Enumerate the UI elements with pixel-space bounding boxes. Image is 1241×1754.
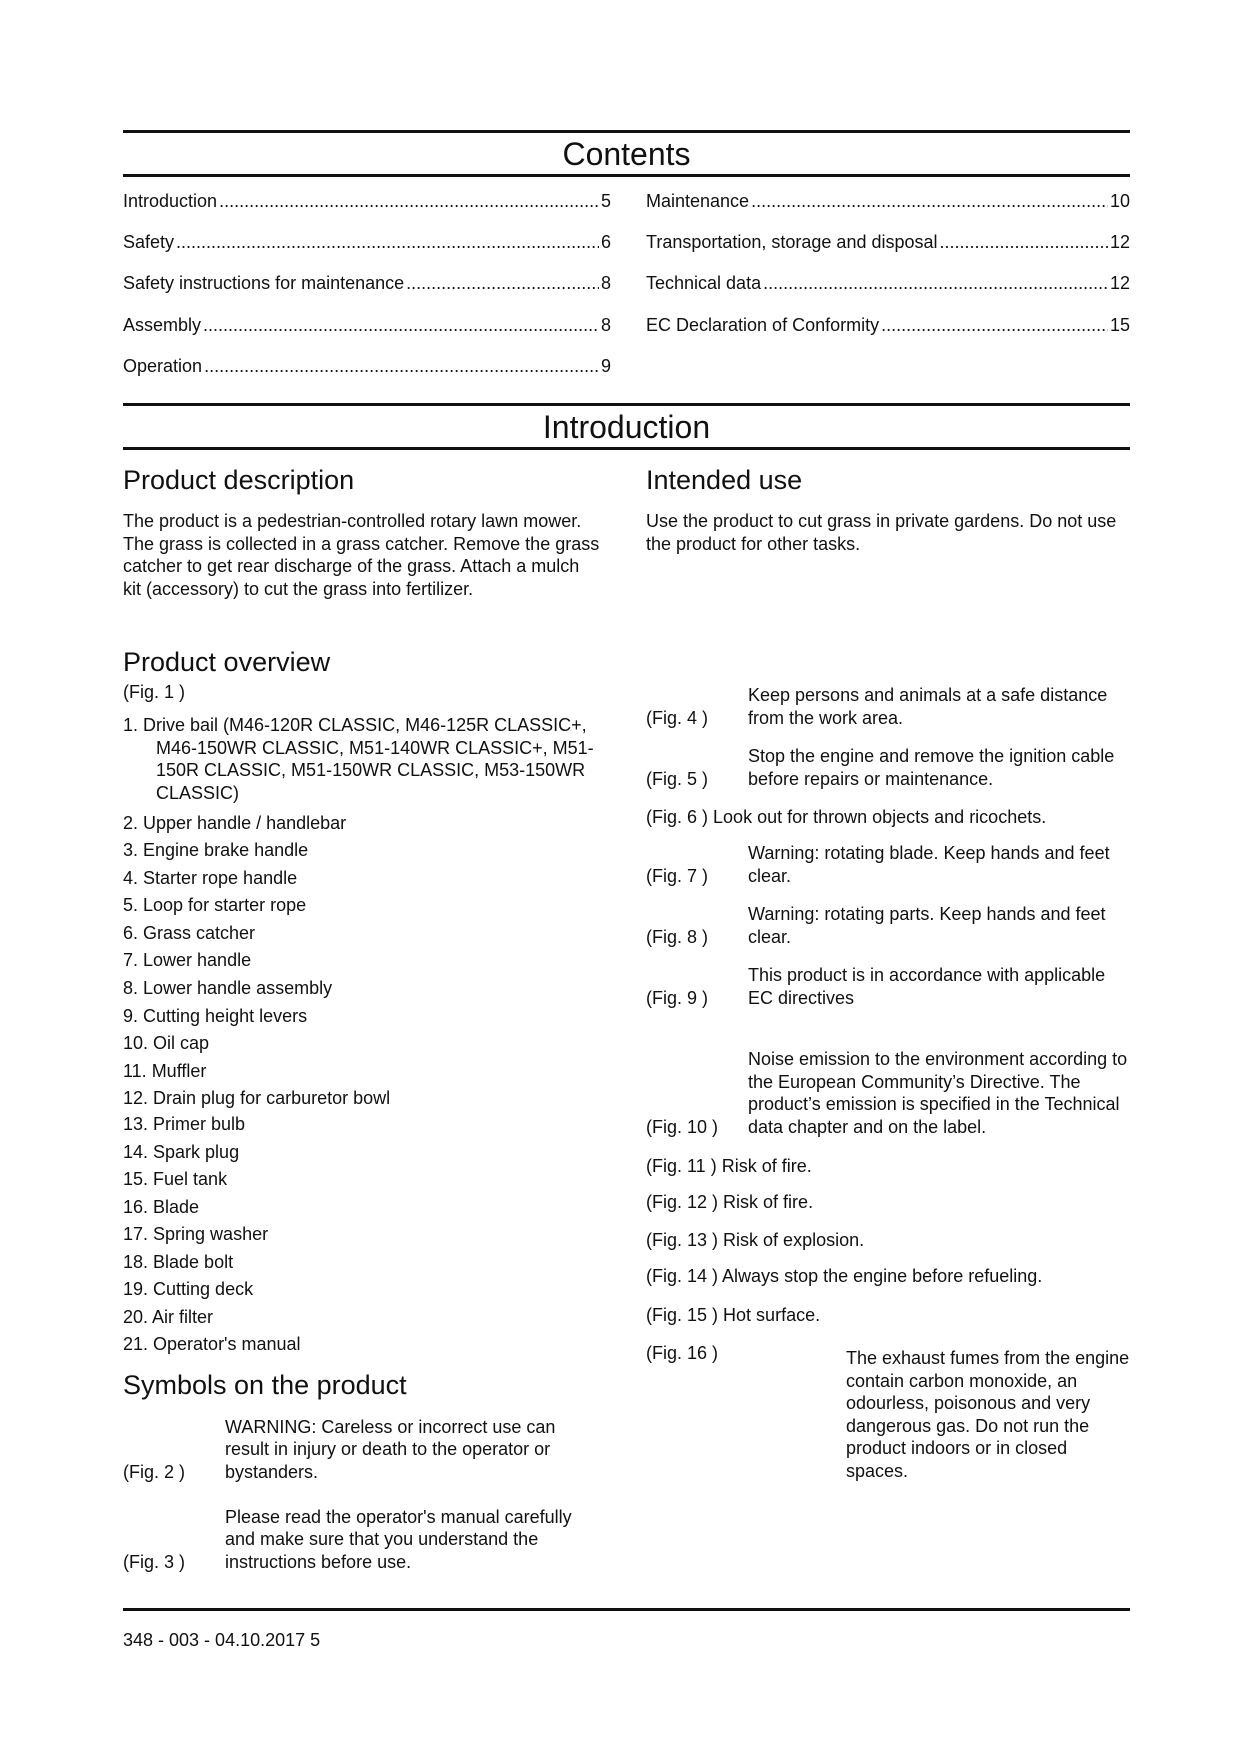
list-item: 13. Primer bulb <box>123 1114 246 1134</box>
list-item: 15. Fuel tank <box>123 1169 228 1189</box>
symbol-fig-16-reference <box>646 1342 718 1365</box>
fig-reference: (Fig. 11 ) <box>646 1156 717 1176</box>
product-overview-heading: Product overview <box>123 647 331 677</box>
symbol-fig-9 <box>646 964 1130 1009</box>
toc-page: 10 <box>1109 191 1130 211</box>
toc-entry-safety[interactable] <box>123 231 611 253</box>
toc-leader <box>176 231 599 253</box>
toc-label: Maintenance <box>646 191 750 211</box>
symbol-description: WARNING: Careless or incorrect use can result in injury or death to the operator or bystanders. <box>225 1416 556 1482</box>
fig-reference: (Fig. 13 ) <box>646 1230 719 1250</box>
list-item: 2. Upper handle / handlebar <box>123 813 347 833</box>
toc-page: 5 <box>600 191 611 211</box>
list-item: 7. Lower handle <box>123 950 252 970</box>
contents-top-rule <box>123 130 1130 133</box>
toc-leader <box>406 272 599 294</box>
toc-entry-safety-maintenance[interactable] <box>123 272 611 294</box>
toc-entry-transportation[interactable] <box>646 231 1130 253</box>
toc-leader <box>751 190 1108 212</box>
symbol-description: Risk of fire. <box>723 1192 814 1212</box>
list-item: 12. Drain plug for carburetor bowl <box>123 1088 391 1108</box>
product-description-heading: Product description <box>123 465 355 495</box>
symbol-description: Risk of explosion. <box>723 1230 865 1250</box>
toc-leader <box>204 355 599 377</box>
introduction-title: Introduction <box>542 409 711 445</box>
toc-leader <box>219 190 599 212</box>
footer-rule <box>123 1608 1130 1611</box>
symbol-description: Always stop the engine before refueling. <box>722 1266 1043 1286</box>
toc-label: Safety <box>123 232 175 252</box>
toc-entry-assembly[interactable] <box>123 314 611 336</box>
symbol-description: Stop the engine and remove the ignition cable before repairs or maintenance. <box>748 746 1115 789</box>
list-item: 11. Muffler <box>123 1061 207 1081</box>
toc-leader <box>203 314 599 336</box>
fig-reference: (Fig. 8 ) <box>646 926 709 947</box>
toc-page: 8 <box>600 315 611 335</box>
symbol-fig-2 <box>123 1415 601 1483</box>
toc-page: 15 <box>1109 315 1130 335</box>
toc-entry-technical-data[interactable] <box>646 272 1130 294</box>
list-item: 20. Air filter <box>123 1307 214 1327</box>
toc-page: 6 <box>600 232 611 252</box>
symbol-fig-15 <box>646 1304 820 1327</box>
toc-entry-ec-declaration[interactable] <box>646 314 1130 336</box>
fig-reference: (Fig. 6 ) <box>646 807 709 827</box>
fig-reference: (Fig. 16 ) <box>646 1343 719 1363</box>
introduction-top-rule <box>123 403 1130 406</box>
intended-use-text: Use the product to cut grass in private gardens. Do not use the product for other tasks. <box>646 511 1117 554</box>
product-description-text: The product is a pedestrian-controlled rotary lawn mower. The grass is collected in a grass catcher. Remove the grass catcher to get rear discharge of the grass. Attach a mulch kit (accessory) to cut the grass into fertilizer. <box>123 511 600 599</box>
toc-entry-maintenance[interactable] <box>646 190 1130 212</box>
symbol-fig-8 <box>646 903 1130 948</box>
contents-title: Contents <box>562 136 691 172</box>
toc-label: Introduction <box>123 191 218 211</box>
symbol-description: Risk of fire. <box>721 1156 812 1176</box>
list-item: 17. Spring washer <box>123 1224 269 1244</box>
toc-leader <box>940 231 1108 253</box>
toc-page: 12 <box>1109 232 1130 252</box>
fig-reference: (Fig. 5 ) <box>646 768 709 789</box>
toc-page: 8 <box>600 273 611 293</box>
fig-reference: (Fig. 10 ) <box>646 1116 719 1137</box>
toc-page: 9 <box>600 356 611 376</box>
contents-bottom-rule <box>123 174 1130 177</box>
symbol-fig-13 <box>646 1229 864 1252</box>
fig-reference: (Fig. 4 ) <box>646 707 709 728</box>
symbol-fig-3 <box>123 1505 601 1573</box>
list-item: 10. Oil cap <box>123 1033 210 1053</box>
symbol-fig-14 <box>646 1265 1042 1288</box>
symbol-fig-5 <box>646 745 1130 790</box>
symbol-description: Hot surface. <box>723 1305 821 1325</box>
fig-reference: (Fig. 14 ) <box>646 1266 719 1286</box>
fig-reference: (Fig. 15 ) <box>646 1305 719 1325</box>
toc-label: Safety instructions for maintenance <box>123 273 405 293</box>
toc-page: 12 <box>1109 273 1130 293</box>
fig-reference: (Fig. 12 ) <box>646 1192 719 1212</box>
document-reference: 348 - 003 - 04.10.2017 <box>123 1630 306 1650</box>
symbol-fig-12 <box>646 1191 813 1214</box>
symbol-description: Noise emission to the environment according to the European Community’s Directive. The product’s emission is specified in the Technical data chapter and on the label. <box>748 1049 1128 1137</box>
toc-entry-introduction[interactable] <box>123 190 611 212</box>
symbol-fig-10 <box>646 1025 1130 1138</box>
fig-reference: (Fig. 2 ) <box>123 1461 186 1482</box>
symbol-fig-7 <box>646 842 1130 887</box>
product-overview-fig-ref: (Fig. 1 ) <box>123 682 186 702</box>
toc-leader <box>881 314 1108 336</box>
symbol-fig-6 <box>646 806 1046 829</box>
symbol-description: This product is in accordance with applicable EC directives <box>748 965 1106 1008</box>
intended-use-heading: Intended use <box>646 465 803 495</box>
symbol-fig-11 <box>646 1155 812 1178</box>
fig-reference: (Fig. 9 ) <box>646 987 709 1008</box>
list-item: 8. Lower handle assembly <box>123 978 333 998</box>
fig-reference: (Fig. 7 ) <box>646 865 709 886</box>
page-number: 5 <box>310 1630 321 1650</box>
toc-label: Assembly <box>123 315 202 335</box>
list-item: 4. Starter rope handle <box>123 868 298 888</box>
list-item: 5. Loop for starter rope <box>123 895 307 915</box>
product-overview-list <box>123 714 601 1354</box>
fig-reference: (Fig. 3 ) <box>123 1551 186 1572</box>
toc-label: EC Declaration of Conformity <box>646 315 880 335</box>
toc-label: Operation <box>123 356 203 376</box>
symbol-fig-16-description: The exhaust fumes from the engine contain carbon monoxide, an odourless, poisonous and very dangerous gas. Do not run the product indoors or in closed spaces. <box>846 1348 1130 1481</box>
list-item: 9. Cutting height levers <box>123 1006 308 1026</box>
toc-entry-operation[interactable] <box>123 355 611 377</box>
list-item: 19. Cutting deck <box>123 1279 254 1299</box>
symbol-description: Warning: rotating blade. Keep hands and feet clear. <box>748 843 1110 886</box>
symbol-description: Look out for thrown objects and ricochets. <box>713 807 1047 827</box>
symbol-fig-4 <box>646 684 1130 729</box>
toc-leader <box>763 272 1108 294</box>
symbol-description: Keep persons and animals at a safe distance from the work area. <box>748 685 1108 728</box>
list-item: 3. Engine brake handle <box>123 840 309 860</box>
list-item: 21. Operator's manual <box>123 1334 301 1354</box>
list-item: 14. Spark plug <box>123 1142 240 1162</box>
toc-label: Technical data <box>646 273 762 293</box>
list-item: 1. Drive bail (M46-120R CLASSIC, M46-125R CLASSIC+, M46-150WR CLASSIC, M51-140WR CLASSIC+, M51-150R CLASSIC, M51-150WR CLASSIC, M53-150WR CLASSIC) <box>123 715 594 803</box>
symbol-description: Please read the operator's manual carefully and make sure that you understand the instructions before use. <box>225 1506 572 1572</box>
page-footer <box>123 1629 320 1651</box>
introduction-bottom-rule <box>123 447 1130 450</box>
symbol-description: Warning: rotating parts. Keep hands and feet clear. <box>748 904 1106 947</box>
toc-label: Transportation, storage and disposal <box>646 232 938 252</box>
list-item: 16. Blade <box>123 1197 200 1217</box>
symbols-heading: Symbols on the product <box>123 1370 407 1400</box>
list-item: 18. Blade bolt <box>123 1252 234 1272</box>
list-item: 6. Grass catcher <box>123 923 256 943</box>
